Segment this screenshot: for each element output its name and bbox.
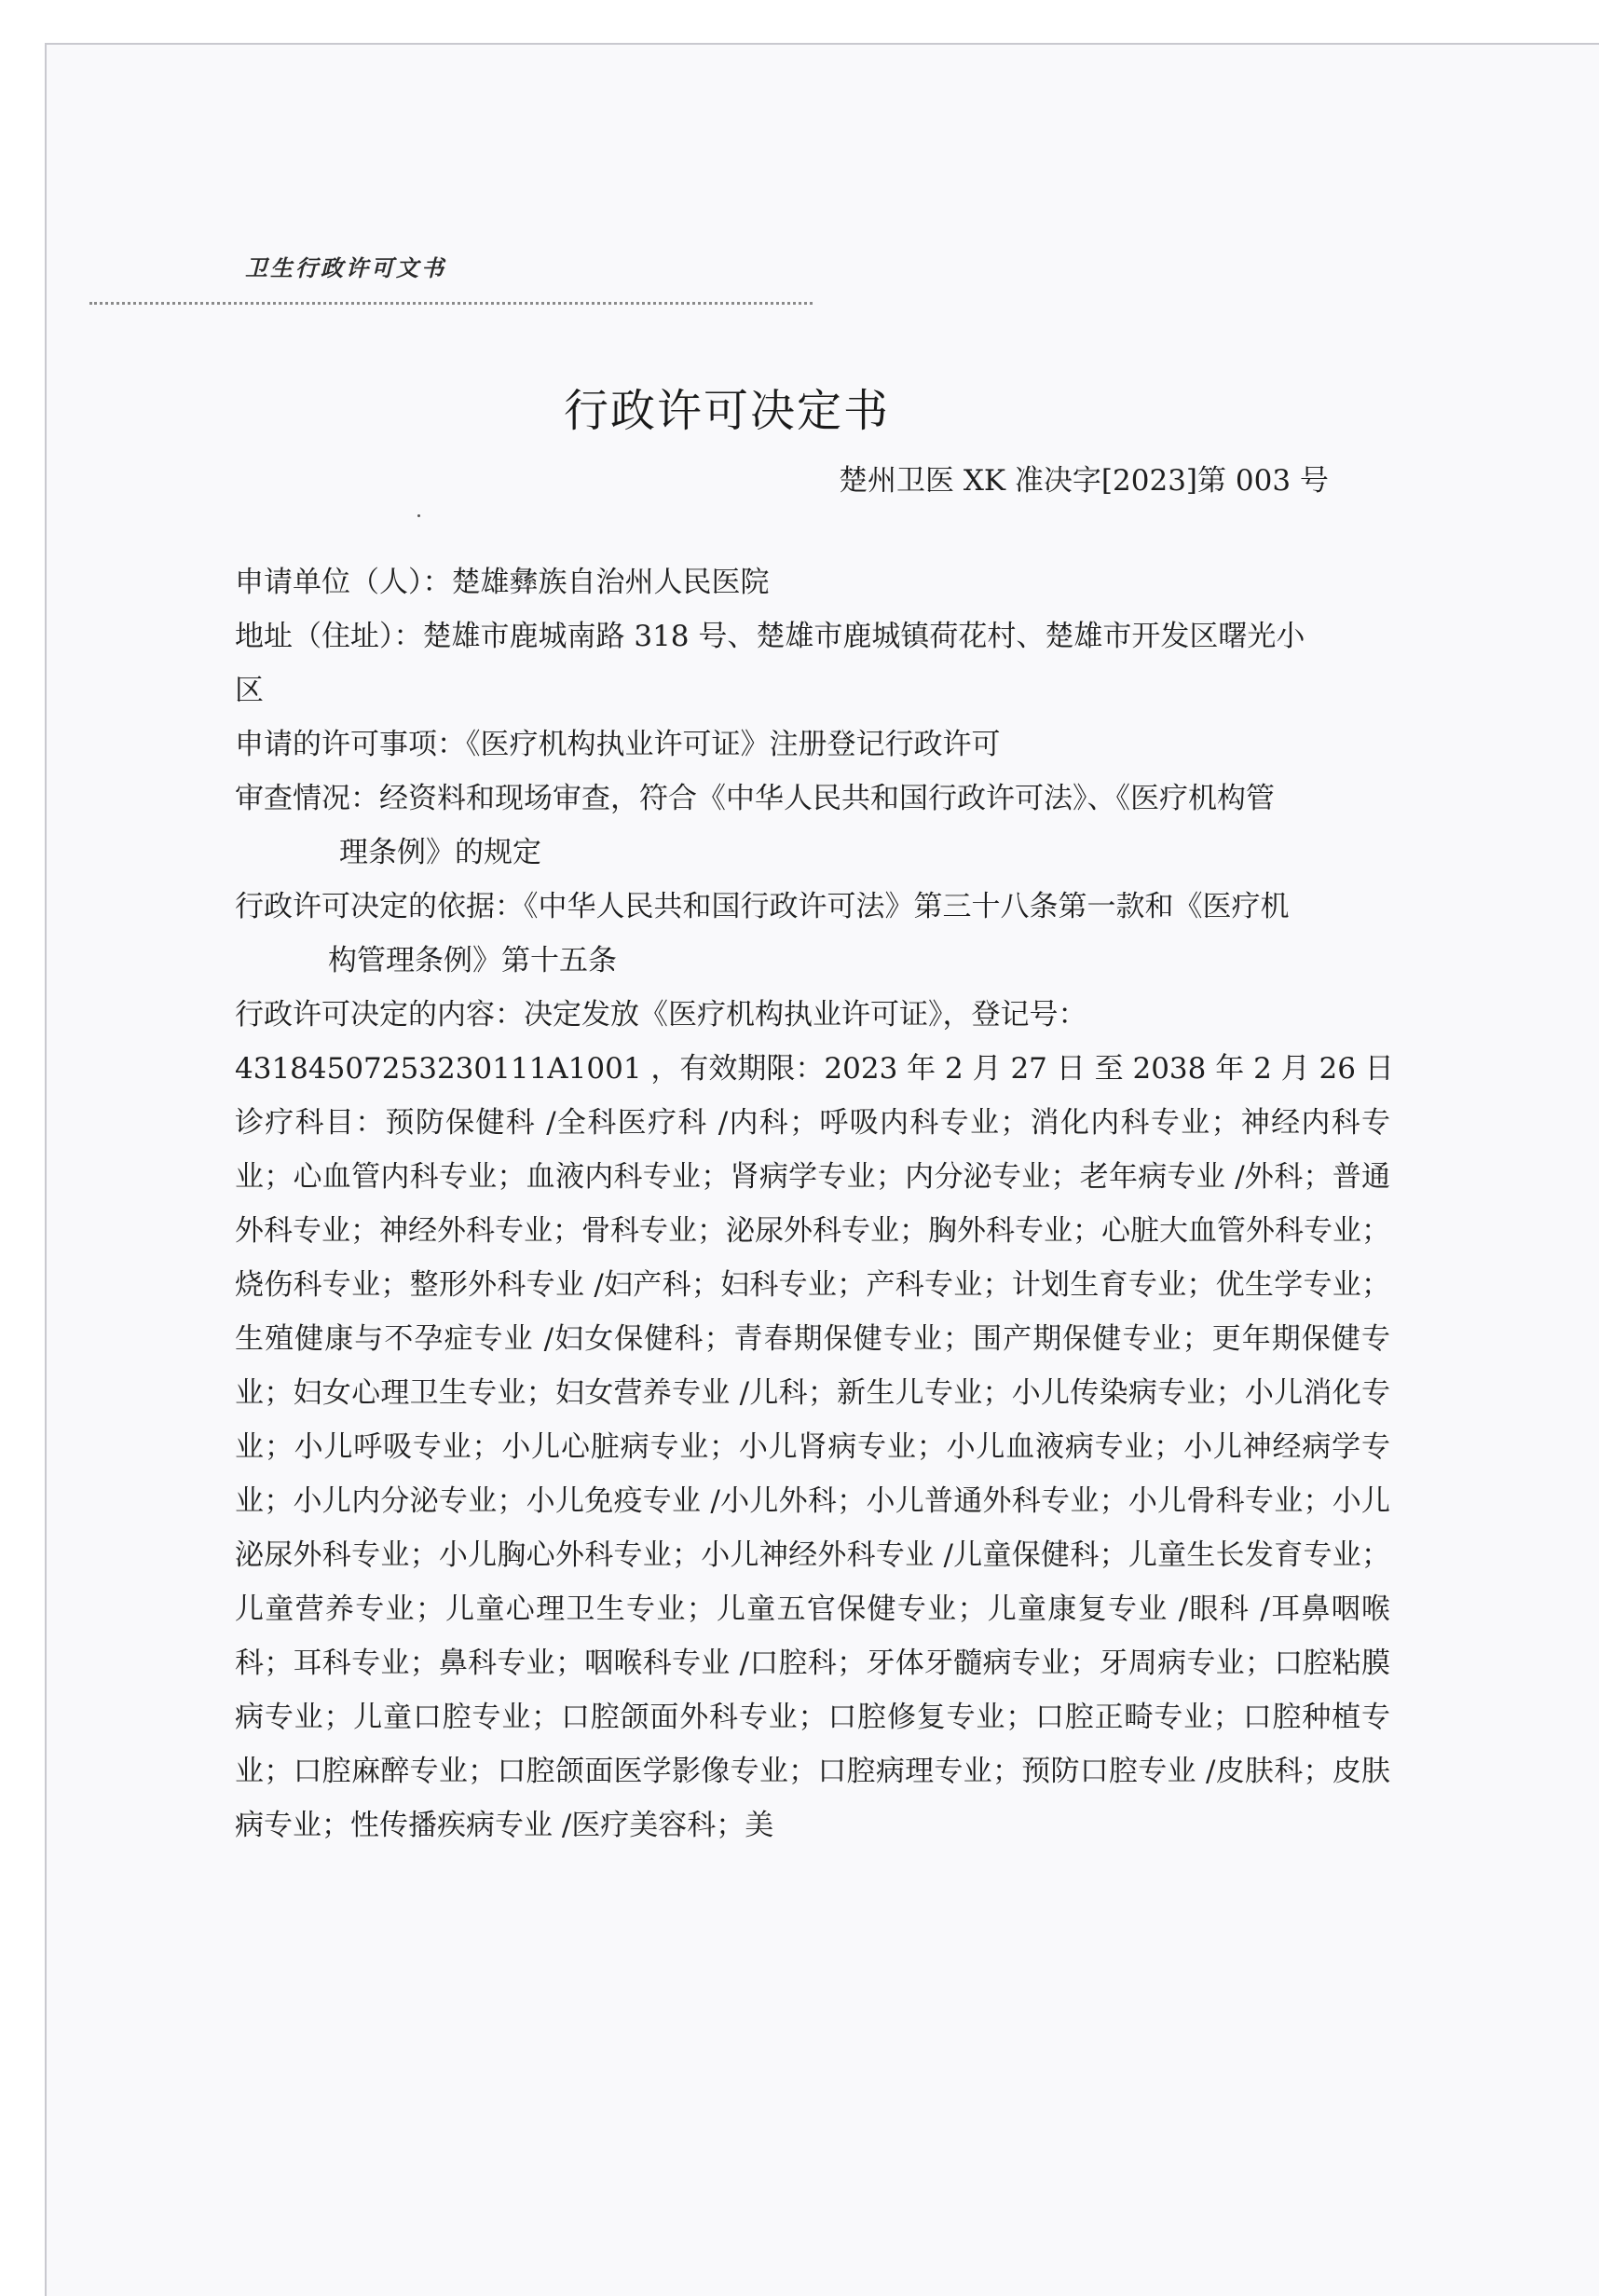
departments-paragraph: 诊疗科目：预防保健科 /全科医疗科 /内科；呼吸内科专业；消化内科专业；神经内科专业；心血管内科专业；血液内科专业；肾病学专业；内分泌专业；老年病专业 /外科；普通外科专业；神经外科专业；骨科专业；泌尿外科专业；胸外科专业；心脏大血管外科专业；烧伤科专业；整形外科专业 /妇产科；妇科专业；产科专业；计划生育专业；优生学专业；生殖健康与不孕症专业 /妇女保健科；青春期保健专业；围产期保健专业；更年期保健专业；妇女心理卫生专业；妇女营养专业 /儿科；新生儿专业；小儿传染病专业；小儿消化专业；小儿呼吸专业；小儿心脏病专业；小儿肾病专业；小儿血液病专业；小儿神经病学专业；小儿内分泌专业；小儿免疫专业 /小儿外科；小儿普通外科专业；小儿骨科专业；小儿泌尿外科专业；小儿胸心外科专业；小儿神经外科专业 /儿童保健科；儿童生长发育专业；儿童营养专业；儿童心理卫生专业；儿童五官保健专业；儿童康复专业 /眼科 /耳鼻咽喉科；耳科专业；鼻科专业；咽喉科专业 /口腔科；牙体牙髓病专业；牙周病专业；口腔粘膜病专业；儿童口腔专业；口腔颌面外科专业；口腔修复专业；口腔正畸专业；口腔种植专业；口腔麻醉专业；口腔颌面医学影像专业；口腔病理专业；预防口腔专业 /皮肤科；皮肤病专业；性传播疾病专业 /医疗美容科；美 [235,1106,1390,1842]
basis-line-2: 构管理条例》第十五条 [328,944,617,977]
document-number: 楚州卫医 XK 准决字[2023]第 003 号 [839,464,1329,498]
basis-line-1: 行政许可决定的依据：《中华人民共和国行政许可法》第三十八条第一款和《医疗机 [235,890,1290,923]
document-category-label: 卫生行政许可文书 [245,254,446,281]
address-line-1: 地址（住址）：楚雄市鹿城南路 318 号、楚雄市鹿城镇荷花村、楚雄市开发区曙光小 [235,620,1305,653]
header-divider [89,302,813,305]
document-title: 行政许可决定书 [563,385,890,437]
address-line-2: 区 [235,674,264,707]
licence-item-line: 申请的许可事项：《医疗机构执业许可证》注册登记行政许可 [235,728,1001,761]
applicant-line: 申请单位（人）：楚雄彝族自治州人民医院 [235,566,770,599]
content-line-2: 43184507253230111A1001 ，有效期限：2023 年 2 月 27 日 至 2038 年 2 月 26 日 [235,1052,1394,1086]
review-line-2: 理条例》的规定 [339,836,541,869]
document-body [235,555,1394,1852]
scan-speck [417,514,420,517]
content-line-1: 行政许可决定的内容：决定发放《医疗机构执业许可证》，登记号： [235,998,1087,1032]
review-line-1: 审查情况：经资料和现场审查，符合《中华人民共和国行政许可法》、《医疗机构管 [235,782,1275,815]
